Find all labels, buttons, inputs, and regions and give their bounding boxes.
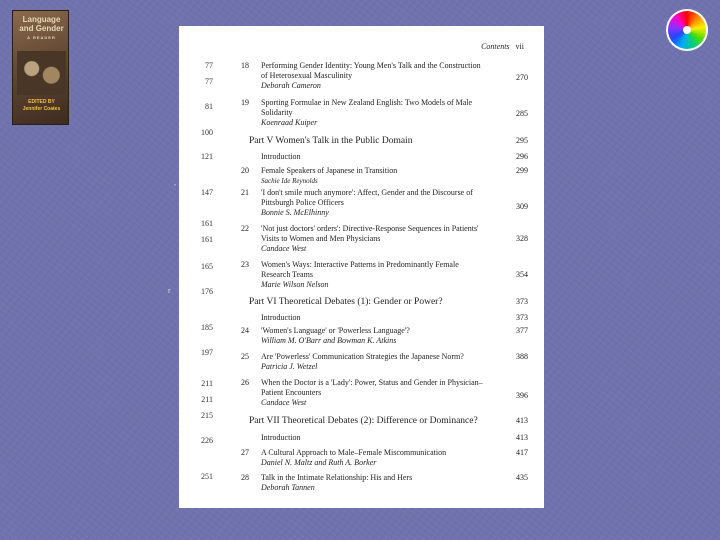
introduction-entry bbox=[261, 433, 528, 442]
cover-title-line2: and Gender bbox=[19, 24, 64, 33]
color-wheel-icon bbox=[666, 9, 708, 51]
chapter-author: Deborah Cameron bbox=[261, 81, 321, 90]
cover-editor bbox=[16, 99, 67, 113]
chapter-author: Daniel N. Maltz and Ruth A. Borker bbox=[261, 458, 377, 467]
toc-entry bbox=[241, 224, 528, 254]
toc-entry bbox=[241, 98, 528, 128]
left-page-number: 215 bbox=[201, 411, 213, 420]
chapter-title: Sporting Formulae in New Zealand English: Two Models of Male Solidarity bbox=[261, 98, 473, 117]
left-page-number: 165 bbox=[201, 262, 213, 271]
chapter-number: 24 bbox=[241, 326, 249, 335]
chapter-author: Bonnie S. McElhinny bbox=[261, 208, 329, 217]
chapter-author: Deborah Tannen bbox=[261, 483, 315, 492]
part-page: 413 bbox=[516, 416, 528, 425]
chapter-page: 285 bbox=[516, 109, 528, 118]
introduction-page: 413 bbox=[516, 433, 528, 442]
left-page-number: 77 bbox=[205, 61, 213, 70]
contents-page-scan bbox=[179, 26, 544, 508]
left-page-number: 176 bbox=[201, 287, 213, 296]
chapter-page: 270 bbox=[516, 73, 528, 82]
introduction-label: Introduction bbox=[261, 433, 301, 442]
chapter-author: Marie Wilson Nelson bbox=[261, 280, 329, 289]
chapter-number: 26 bbox=[241, 378, 249, 387]
chapter-number: 27 bbox=[241, 448, 249, 457]
part-title: Part VI Theoretical Debates (1): Gender or Power? bbox=[249, 297, 443, 307]
chapter-author: Candace West bbox=[261, 398, 307, 407]
chapter-page: 328 bbox=[516, 234, 528, 243]
chapter-title: Are 'Powerless' Communication Strategies the Japanese Norm? bbox=[261, 352, 464, 361]
margin-mark: , bbox=[174, 178, 176, 187]
chapter-author: Koenraad Kuiper bbox=[261, 118, 318, 127]
page-header bbox=[481, 42, 524, 51]
introduction-label: Introduction bbox=[261, 313, 301, 322]
header-label: Contents bbox=[481, 42, 510, 51]
chapter-title: Female Speakers of Japanese in Transition bbox=[261, 166, 398, 175]
toc-entry bbox=[241, 188, 528, 218]
cover-title-line1: Language bbox=[22, 15, 61, 24]
left-page-number: 121 bbox=[201, 152, 213, 161]
left-page-number: 251 bbox=[201, 472, 213, 481]
left-page-number: 211 bbox=[201, 379, 213, 388]
chapter-author: William M. O'Barr and Bowman K. Atkins bbox=[261, 336, 397, 345]
cover-subtitle: A READER bbox=[27, 35, 56, 40]
left-page-number: 161 bbox=[201, 219, 213, 228]
chapter-title: When the Doctor is a 'Lady': Power, Status and Gender in Physician–Patient Encounters bbox=[261, 378, 483, 397]
part-page: 295 bbox=[516, 136, 528, 145]
chapter-page: 388 bbox=[516, 352, 528, 361]
chapter-number: 25 bbox=[241, 352, 249, 361]
part-title: Part VII Theoretical Debates (2): Difference or Dominance? bbox=[249, 416, 478, 426]
introduction-entry bbox=[261, 152, 528, 161]
toc-entry bbox=[241, 352, 528, 372]
cover-editor-name: Jennifer Coates bbox=[22, 106, 61, 112]
left-page-number: 81 bbox=[205, 102, 213, 111]
introduction-page: 373 bbox=[516, 313, 528, 322]
left-page-number: 77 bbox=[205, 77, 213, 86]
part-heading bbox=[249, 297, 528, 307]
cover-title bbox=[16, 15, 67, 42]
chapter-number: 19 bbox=[241, 98, 249, 107]
chapter-title: Women's Ways: Interactive Patterns in Predominantly Female Research Teams bbox=[261, 260, 459, 279]
introduction-page: 296 bbox=[516, 152, 528, 161]
chapter-number: 20 bbox=[241, 166, 249, 175]
chapter-title: 'I don't smile much anymore': Affect, Gender and the Discourse of Pittsburgh Police Officers bbox=[261, 188, 473, 207]
toc-entry bbox=[241, 61, 528, 91]
left-page-number: 197 bbox=[201, 348, 213, 357]
book-cover-thumbnail bbox=[12, 10, 69, 125]
chapter-title: 'Not just doctors' orders': Directive-Response Sequences in Patients' Visits to Women and Men Physicians bbox=[261, 224, 479, 243]
toc-entry bbox=[241, 260, 528, 290]
left-page-number: 226 bbox=[201, 436, 213, 445]
header-page: vii bbox=[515, 42, 524, 51]
chapter-page: 396 bbox=[516, 391, 528, 400]
chapter-author: Patricia J. Wetzel bbox=[261, 362, 318, 371]
chapter-number: 28 bbox=[241, 473, 249, 482]
introduction-label: Introduction bbox=[261, 152, 301, 161]
chapter-author: Sachie Ide Reynolds bbox=[261, 177, 318, 185]
left-page-number: 211 bbox=[201, 395, 213, 404]
cover-editor-label: EDITED BY bbox=[28, 99, 55, 105]
chapter-page: 435 bbox=[516, 473, 528, 482]
cover-illustration bbox=[17, 51, 66, 95]
chapter-number: 21 bbox=[241, 188, 249, 197]
chapter-page: 299 bbox=[516, 166, 528, 175]
chapter-title: Performing Gender Identity: Young Men's Talk and the Construction of Heterosexual Masculinity bbox=[261, 61, 481, 80]
chapter-author: Candace West bbox=[261, 244, 307, 253]
chapter-number: 18 bbox=[241, 61, 249, 70]
introduction-entry bbox=[261, 313, 528, 322]
margin-mark: r bbox=[168, 286, 171, 295]
chapter-title: 'Women's Language' or 'Powerless Language'? bbox=[261, 326, 410, 335]
chapter-page: 377 bbox=[516, 326, 528, 335]
toc-entry bbox=[241, 378, 528, 408]
toc-entry bbox=[241, 166, 528, 186]
chapter-title: Talk in the Intimate Relationship: His and Hers bbox=[261, 473, 413, 482]
chapter-number: 23 bbox=[241, 260, 249, 269]
left-page-number: 185 bbox=[201, 323, 213, 332]
part-title: Part V Women's Talk in the Public Domain bbox=[249, 136, 413, 146]
part-heading bbox=[249, 416, 528, 426]
part-page: 373 bbox=[516, 297, 528, 306]
left-page-number: 100 bbox=[201, 128, 213, 137]
chapter-title: A Cultural Approach to Male–Female Miscommunication bbox=[261, 448, 447, 457]
part-heading bbox=[249, 136, 528, 146]
toc-entry bbox=[241, 448, 528, 468]
chapter-page: 354 bbox=[516, 270, 528, 279]
left-page-number: 161 bbox=[201, 235, 213, 244]
chapter-page: 309 bbox=[516, 202, 528, 211]
left-page-number: 147 bbox=[201, 188, 213, 197]
toc-entry bbox=[241, 326, 528, 346]
toc-entry bbox=[241, 473, 528, 493]
chapter-page: 417 bbox=[516, 448, 528, 457]
chapter-number: 22 bbox=[241, 224, 249, 233]
